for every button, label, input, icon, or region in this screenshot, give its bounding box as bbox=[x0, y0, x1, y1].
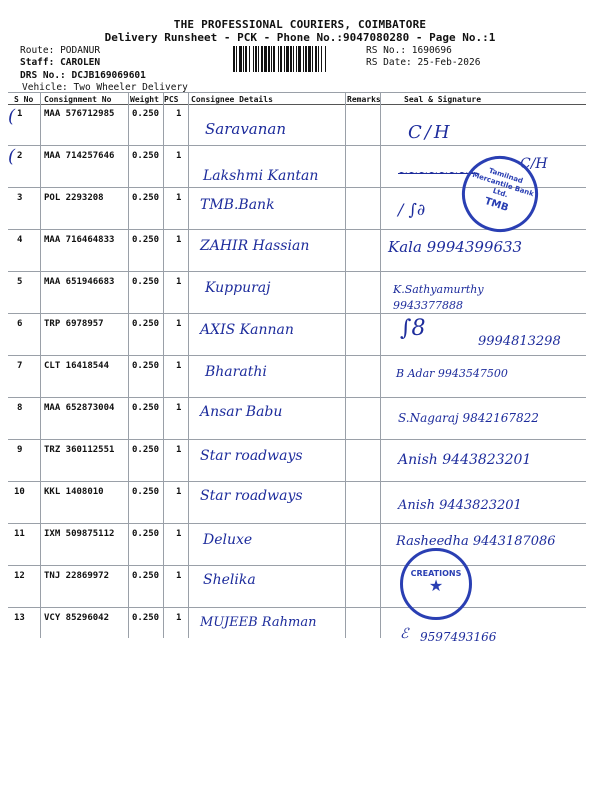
row-weight: 0.250 bbox=[132, 193, 160, 203]
row-consignee-handwritten: Ansar Babu bbox=[200, 404, 283, 420]
table-header-rule bbox=[8, 104, 586, 105]
staff-line bbox=[20, 57, 100, 69]
struck-out-signature: ~~~~~~~~ bbox=[398, 166, 479, 180]
row-consignment: POL 2293208 bbox=[44, 193, 104, 203]
row-rule bbox=[8, 397, 586, 398]
row-pcs: 1 bbox=[176, 529, 182, 539]
row-consignee-handwritten: Shelika bbox=[203, 572, 256, 588]
barcode-bar bbox=[315, 46, 317, 72]
row-rule bbox=[8, 313, 586, 314]
row-weight: 0.250 bbox=[132, 571, 160, 581]
row-signature: 9597493166 bbox=[420, 630, 497, 644]
row-consignee-handwritten: Star roadways bbox=[200, 488, 303, 504]
row-pcs: 1 bbox=[176, 487, 182, 497]
col-header-seal: Seal & Signature bbox=[404, 95, 482, 104]
signature-scribble: ℰ bbox=[400, 626, 409, 642]
row-consignee-handwritten: ZAHIR Hassian bbox=[200, 238, 310, 254]
row-signature: 9994813298 bbox=[478, 334, 561, 349]
col-rule bbox=[188, 92, 189, 638]
col-header-remarks: Remarks bbox=[347, 95, 381, 104]
rs-no-line bbox=[366, 45, 452, 57]
staff-value: CAROLEN bbox=[60, 57, 101, 68]
margin-mark: ( bbox=[8, 146, 16, 167]
signature-scribble: / ∫∂ bbox=[398, 200, 426, 219]
row-weight: 0.250 bbox=[132, 277, 160, 287]
barcode-bar bbox=[258, 46, 259, 72]
row-weight: 0.250 bbox=[132, 445, 160, 455]
row-consignment: MAA 651946683 bbox=[44, 277, 115, 287]
barcode-bar bbox=[284, 46, 285, 72]
row-weight: 0.250 bbox=[132, 319, 160, 329]
row-pcs: 1 bbox=[176, 613, 182, 623]
barcode-bar bbox=[233, 46, 235, 72]
row-rule bbox=[8, 481, 586, 482]
col-rule bbox=[128, 92, 129, 638]
row-consignee-handwritten: Saravanan bbox=[205, 120, 287, 138]
row-pcs: 1 bbox=[176, 193, 182, 203]
row-sno: 10 bbox=[14, 487, 25, 497]
rs-date-value: 25-Feb-2026 bbox=[417, 57, 481, 68]
barcode-bar bbox=[245, 46, 247, 72]
row-rule bbox=[8, 145, 586, 146]
bank-seal-mark: TMB bbox=[483, 195, 510, 214]
row-consignment: MAA 576712985 bbox=[44, 109, 115, 119]
row-sno: 1 bbox=[17, 109, 23, 119]
col-rule bbox=[345, 92, 346, 638]
row-signature: C/H bbox=[408, 122, 453, 143]
row-signature: C/H bbox=[520, 156, 548, 172]
rs-no-value: 1690696 bbox=[411, 45, 452, 56]
row-consignment: TRP 6978957 bbox=[44, 319, 104, 329]
row-weight: 0.250 bbox=[132, 151, 160, 161]
row-consignment: VCY 85296042 bbox=[44, 613, 110, 623]
barcode-bar bbox=[243, 46, 244, 72]
col-rule bbox=[40, 92, 41, 638]
row-pcs: 1 bbox=[176, 151, 182, 161]
route-line bbox=[20, 45, 100, 57]
row-consignment: TNJ 22869972 bbox=[44, 571, 110, 581]
barcode-bar bbox=[268, 46, 270, 72]
barcode bbox=[233, 46, 361, 72]
barcode-bar bbox=[312, 46, 313, 72]
bank-seal-text: Tamilnad Mercantile Bank Ltd. bbox=[471, 166, 535, 200]
drs-line bbox=[20, 70, 146, 82]
document-subtitle: Delivery Runsheet - PCK - Phone No.:9047080280 - Page No.:1 bbox=[104, 31, 496, 44]
barcode-bar bbox=[298, 46, 301, 72]
row-consignment: KKL 1408010 bbox=[44, 487, 104, 497]
row-pcs: 1 bbox=[176, 109, 182, 119]
row-consignee-handwritten: AXIS Kannan bbox=[200, 322, 294, 338]
row-pcs: 1 bbox=[176, 445, 182, 455]
row-sno: 7 bbox=[17, 361, 23, 371]
row-sno: 11 bbox=[14, 529, 25, 539]
row-signature: S.Nagaraj 9842167822 bbox=[398, 411, 539, 425]
row-consignment: MAA 716464833 bbox=[44, 235, 115, 245]
row-sno: 2 bbox=[17, 151, 23, 161]
row-consignee-handwritten: Star roadways bbox=[200, 448, 303, 464]
barcode-bar bbox=[321, 46, 322, 72]
row-consignment: CLT 16418544 bbox=[44, 361, 110, 371]
row-consignee-handwritten: Bharathi bbox=[205, 364, 267, 380]
margin-mark: ( bbox=[8, 106, 16, 127]
barcode-bar bbox=[280, 46, 282, 72]
staff-label: Staff: bbox=[20, 57, 55, 68]
seal-star-icon: ★ bbox=[428, 576, 444, 595]
row-pcs: 1 bbox=[176, 235, 182, 245]
row-signature: Anish 9443823201 bbox=[398, 452, 532, 468]
table-top-rule bbox=[8, 92, 586, 93]
row-rule bbox=[8, 439, 586, 440]
row-rule bbox=[8, 271, 586, 272]
vehicle-value: Two Wheeler Delivery bbox=[73, 82, 188, 93]
rs-date-label: RS Date: bbox=[366, 57, 412, 68]
row-sno: 4 bbox=[17, 235, 23, 245]
drs-value: DCJB169069601 bbox=[71, 70, 146, 81]
col-header-consignment: Consignment No bbox=[44, 95, 112, 104]
row-consignee-handwritten: TMB.Bank bbox=[200, 197, 275, 213]
row-weight: 0.250 bbox=[132, 613, 160, 623]
row-pcs: 1 bbox=[176, 319, 182, 329]
barcode-bar bbox=[325, 46, 326, 72]
barcode-bar bbox=[318, 46, 319, 72]
col-header-consignee: Consignee Details bbox=[191, 95, 273, 104]
row-consignment: IXM 509875112 bbox=[44, 529, 115, 539]
barcode-bar bbox=[261, 46, 263, 72]
row-sno: 9 bbox=[17, 445, 23, 455]
signature-scribble: ∫8 bbox=[400, 316, 426, 341]
row-consignment: MAA 714257646 bbox=[44, 151, 115, 161]
row-weight: 0.250 bbox=[132, 529, 160, 539]
col-rule bbox=[163, 92, 164, 638]
row-sno: 3 bbox=[17, 193, 23, 203]
col-header-weight: Weight bbox=[130, 95, 159, 104]
route-label: Route: bbox=[20, 45, 55, 56]
barcode-bar bbox=[308, 46, 311, 72]
barcode-bar bbox=[305, 46, 307, 72]
row-sno: 8 bbox=[17, 403, 23, 413]
row-rule bbox=[8, 523, 586, 524]
barcode-bar bbox=[273, 46, 275, 72]
barcode-bar bbox=[236, 46, 237, 72]
creations-seal-stamp bbox=[400, 548, 472, 620]
row-sno: 13 bbox=[14, 613, 25, 623]
row-weight: 0.250 bbox=[132, 235, 160, 245]
row-weight: 0.250 bbox=[132, 487, 160, 497]
row-pcs: 1 bbox=[176, 571, 182, 581]
rs-date-line bbox=[366, 57, 480, 69]
route-value: PODANUR bbox=[60, 45, 101, 56]
row-signature: B Adar 9943547500 bbox=[396, 367, 508, 380]
drs-label: DRS No.: bbox=[20, 70, 66, 81]
row-weight: 0.250 bbox=[132, 361, 160, 371]
col-rule bbox=[380, 92, 381, 638]
row-weight: 0.250 bbox=[132, 109, 160, 119]
rs-no-label: RS No.: bbox=[366, 45, 407, 56]
barcode-bar bbox=[278, 46, 279, 72]
barcode-bar bbox=[296, 46, 297, 72]
row-signature: Anish 9443823201 bbox=[398, 498, 522, 513]
barcode-bar bbox=[303, 46, 304, 72]
row-sno: 6 bbox=[17, 319, 23, 329]
row-sno: 5 bbox=[17, 277, 23, 287]
row-pcs: 1 bbox=[176, 361, 182, 371]
vehicle-label: Vehicle: bbox=[22, 82, 68, 93]
row-signature: Rasheedha 9443187086 bbox=[396, 534, 556, 549]
barcode-bar bbox=[271, 46, 272, 72]
document-title: THE PROFESSIONAL COURIERS, COIMBATORE bbox=[173, 18, 427, 31]
row-consignment: TRZ 360112551 bbox=[44, 445, 115, 455]
row-rule bbox=[8, 607, 586, 608]
barcode-bar bbox=[293, 46, 294, 72]
row-rule bbox=[8, 355, 586, 356]
row-consignee-handwritten: Kuppuraj bbox=[205, 280, 271, 296]
row-rule bbox=[8, 565, 586, 566]
row-consignee-handwritten: Deluxe bbox=[203, 532, 253, 548]
barcode-bar bbox=[255, 46, 257, 72]
barcode-bar bbox=[264, 46, 267, 72]
barcode-bar bbox=[290, 46, 292, 72]
barcode-bar bbox=[239, 46, 242, 72]
row-signature: Kala 9994399633 bbox=[388, 238, 523, 256]
barcode-bar bbox=[249, 46, 250, 72]
col-header-sno: S No bbox=[14, 95, 34, 104]
row-pcs: 1 bbox=[176, 277, 182, 287]
row-sno: 12 bbox=[14, 571, 25, 581]
creations-seal-text: CREATIONS bbox=[410, 569, 462, 578]
row-consignee-handwritten: MUJEEB Rahman bbox=[200, 615, 317, 630]
barcode-bar bbox=[286, 46, 289, 72]
col-header-pcs: PCS bbox=[164, 95, 179, 104]
row-consignment: MAA 652873004 bbox=[44, 403, 115, 413]
barcode-bar bbox=[253, 46, 254, 72]
row-consignee-handwritten: Lakshmi Kantan bbox=[203, 168, 319, 184]
row-pcs: 1 bbox=[176, 403, 182, 413]
row-weight: 0.250 bbox=[132, 403, 160, 413]
row-signature: K.Sathyamurthy 9943377888 bbox=[393, 283, 484, 312]
